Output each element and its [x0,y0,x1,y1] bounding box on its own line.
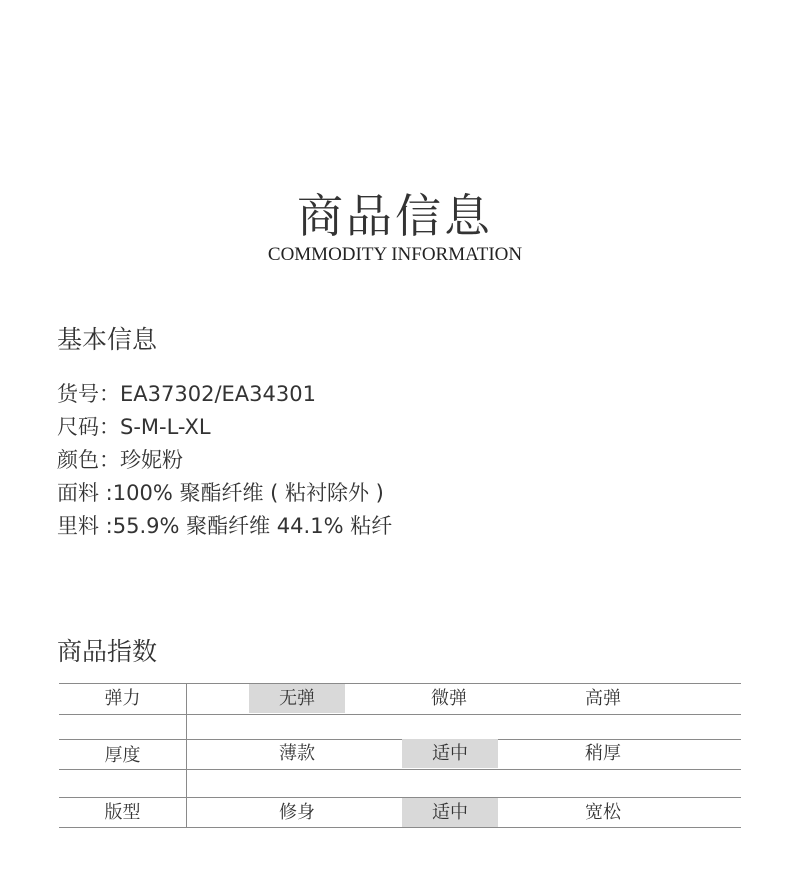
info-row-lining: 里料 :55.9% 聚酯纤维 44.1% 粘纤 [57,514,393,538]
info-row-fabric: 面料 :100% 聚酯纤维 ( 粘衬除外 ) [57,481,384,505]
info-row-color: 颜色：珍妮粉 [57,448,183,472]
option-thickness-thin: 薄款 [279,743,315,764]
page-title: 商品信息 [297,189,493,243]
row-label-fit: 版型 [104,802,141,823]
table-line [59,714,741,715]
option-fit-regular: 适中 [402,798,498,827]
basic-info-heading: 基本信息 [57,325,158,354]
option-fit-loose: 宽松 [585,802,621,823]
option-elasticity-none: 无弹 [249,684,345,713]
info-row-sku: 货号：EA37302/EA34301 [57,382,316,406]
table-divider [186,683,187,828]
row-label-thickness: 厚度 [104,745,141,766]
page-subtitle: COMMODITY INFORMATION [267,244,523,265]
index-heading: 商品指数 [57,637,158,666]
basic-info-list [57,378,392,543]
option-elasticity-slight: 微弹 [431,688,467,709]
option-thickness-medium: 适中 [402,739,498,768]
info-row-size: 尺码：S-M-L-XL [57,415,211,439]
table-line [59,827,741,828]
option-fit-slim: 修身 [279,802,315,823]
row-label-elasticity: 弹力 [104,688,141,709]
option-thickness-thick: 稍厚 [585,743,621,764]
product-index-table [59,683,741,828]
option-elasticity-high: 高弹 [585,688,621,709]
